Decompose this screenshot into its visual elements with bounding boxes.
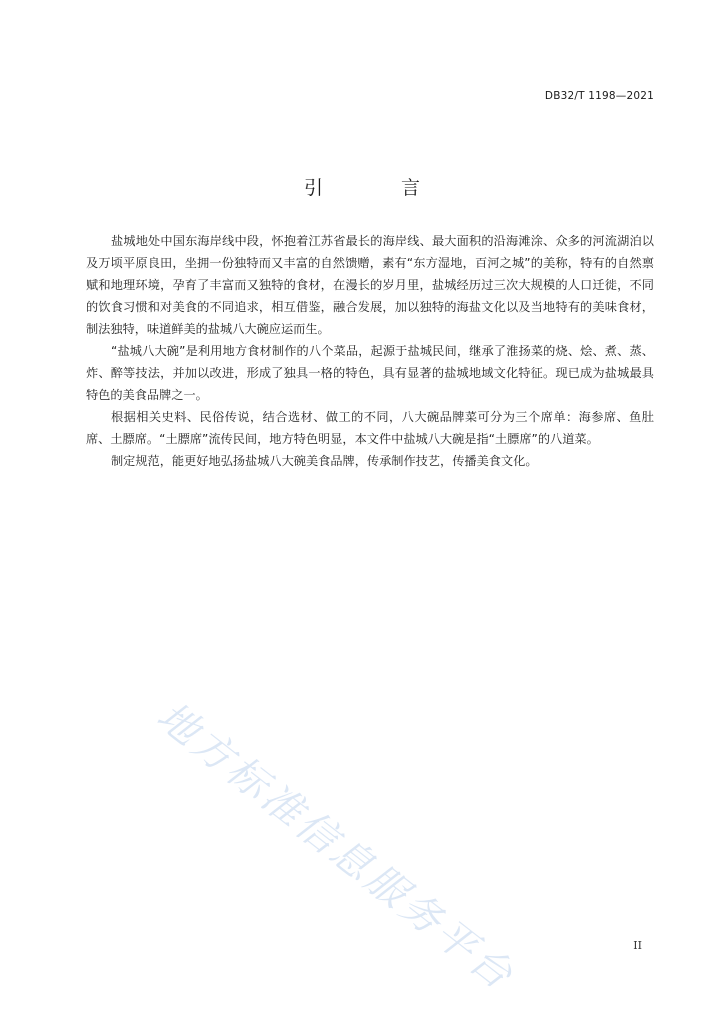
introduction-body [86, 230, 654, 472]
document-code: DB32/T 1198—2021 [544, 90, 654, 102]
page-number: II [633, 939, 642, 952]
paragraph-3: 根据相关史料、民俗传说，结合选材、做工的不同，八大碗品牌菜可分为三个席单：海参席、鱼肚席、土膘席。“土膘席”流传民间，地方特色明显，本文件中盐城八大碗是指“土膘席”的八道菜。 [86, 410, 654, 446]
paragraph-2: “盐城八大碗”是利用地方食材制作的八个菜品，起源于盐城民间，继承了淮扬菜的烧、烩、煮、蒸、炸、醉等技法，并加以改进，形成了独具一格的特色，具有显著的盐城地域文化特征。现已成为盐城最具特色的美食品牌之一。 [86, 344, 654, 402]
watermark: 地方标准信息服务平台 [148, 693, 524, 1001]
paragraph-4: 制定规范，能更好地弘扬盐城八大碗美食品牌，传承制作技艺，传播美食文化。 [111, 454, 538, 468]
paragraph-1: 盐城地处中国东海岸线中段，怀抱着江苏省最长的海岸线、最大面积的沿海滩涂、众多的河流湖泊以及万顷平原良田，坐拥一份独特而又丰富的自然馈赠，素有“东方湿地，百河之城”的美称，特有的自然禀赋和地理环境，孕育了丰富而又独特的食材，在漫长的岁月里，盐城经历过三次大规模的人口迁徙，不同的饮食习惯和对美食的不同追求，相互借鉴，融合发展，加以独特的海盐文化以及当地特有的美味食材，制法独特，味道鲜美的盐城八大碗应运而生。 [86, 234, 654, 336]
page-title: 引 言 [303, 176, 457, 199]
